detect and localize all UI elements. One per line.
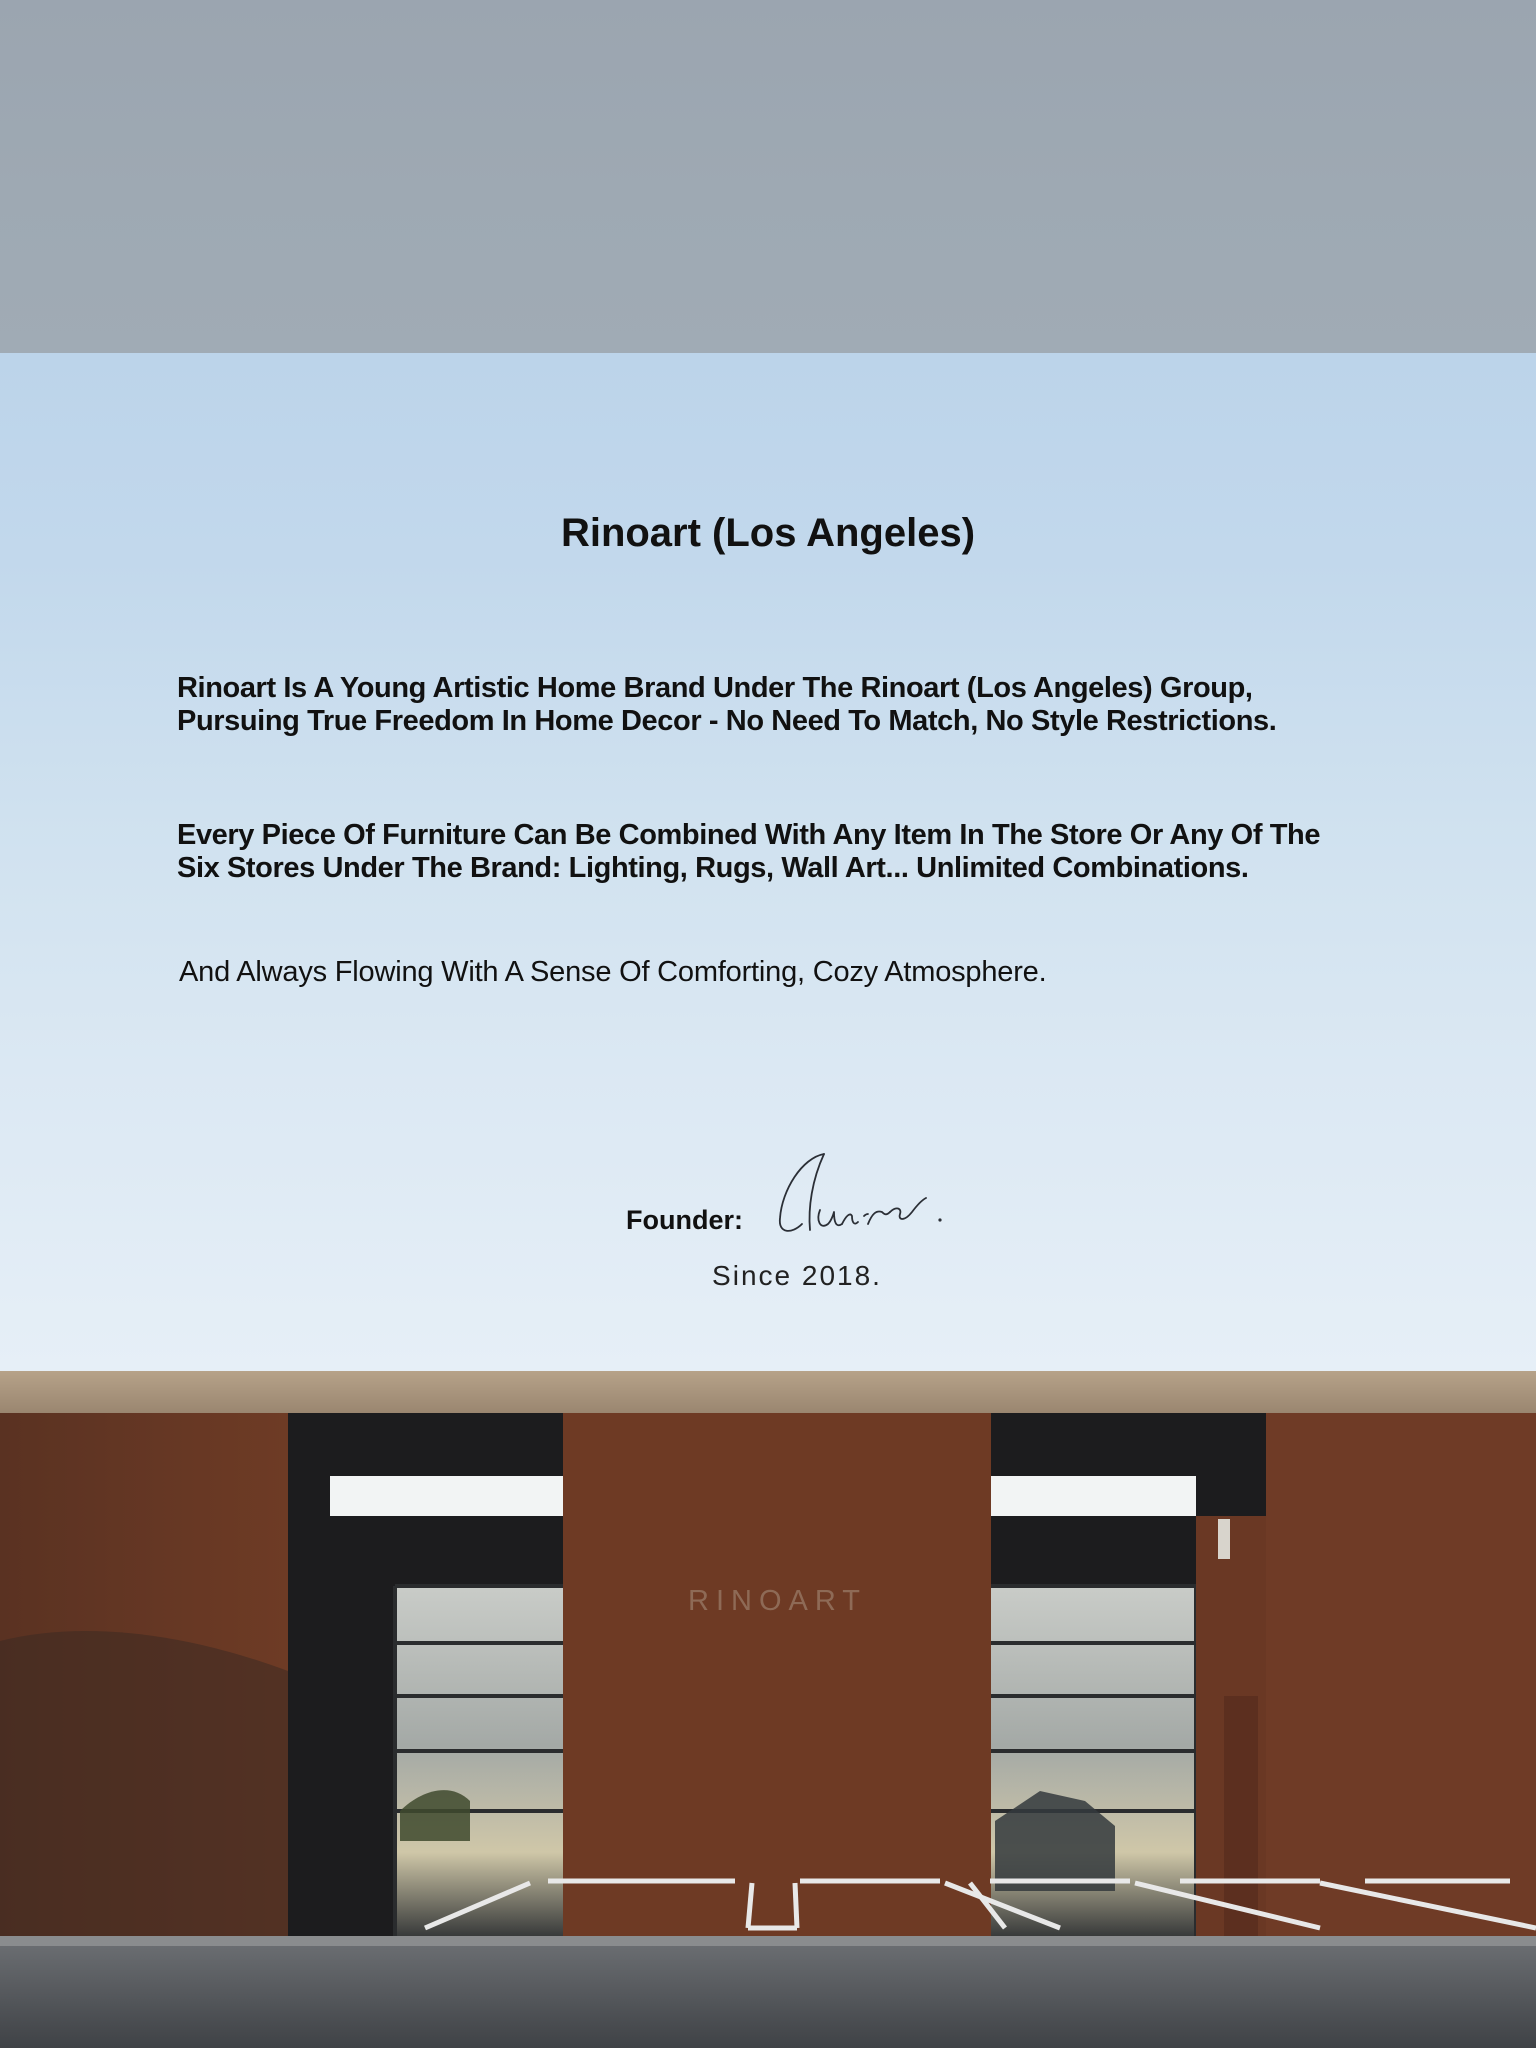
center-pillar (563, 1413, 991, 1943)
since-year: Since 2018. (712, 1260, 882, 1291)
founder-label: Founder: (626, 1205, 743, 1235)
intro-paragraph-line-2: Pursuing True Freedom In Home Decor - No Need To Match, No Style Restrictions. (177, 705, 1277, 737)
founder-signature (772, 1150, 976, 1240)
left-light-strip (330, 1476, 563, 1516)
intro-paragraph-line-1: Rinoart Is A Young Artistic Home Brand Under The Rinoart (Los Angeles) Group, (177, 672, 1253, 704)
intro-paragraph (177, 672, 1276, 738)
parking-lot (0, 1943, 1536, 2048)
storefront-photo (0, 1371, 1536, 2048)
roof-cap (0, 1371, 1536, 1413)
storefront-sign: RINOART (688, 1585, 867, 1617)
tree-shadow (0, 1631, 288, 1943)
curb (0, 1936, 1536, 1946)
combination-paragraph-line-2: Six Stores Under The Brand: Lighting, Rugs, Wall Art... Unlimited Combinations. (177, 852, 1249, 884)
storefront-illustration (0, 1371, 1536, 2048)
right-light-strip (991, 1476, 1196, 1516)
atmosphere-paragraph: And Always Flowing With A Sense Of Comforting, Cozy Atmosphere. (179, 956, 1047, 988)
top-gray-band (0, 0, 1536, 353)
left-glass-window (395, 1586, 563, 1941)
page-title: Rinoart (Los Angeles) (560, 511, 976, 555)
wall-lamp (1218, 1519, 1230, 1559)
combination-paragraph (177, 819, 1320, 885)
right-wall-section (1266, 1413, 1536, 1943)
combination-paragraph-line-1: Every Piece Of Furniture Can Be Combined With Any Item In The Store Or Any Of The (177, 819, 1321, 851)
